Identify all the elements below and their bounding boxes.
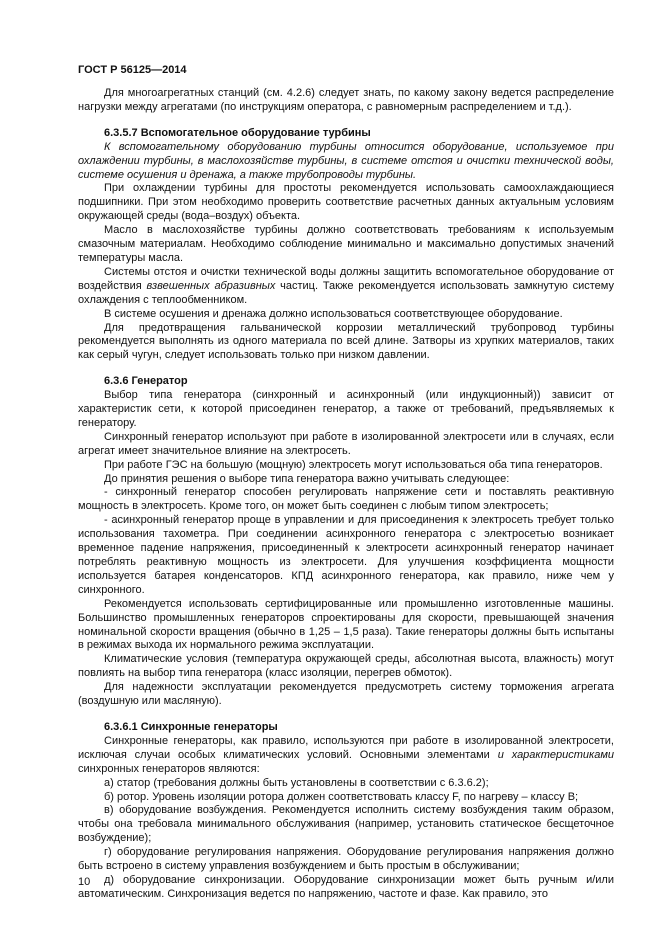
document-page	[78, 0, 614, 936]
paragraph: Рекомендуется использовать сертифицированные или промышленно изготовленные машины. Большинство промышленных генераторов спроектированы для скорости, превышающей значения номинальной скорости вращения (обычно в 1,25 – 1,5 раза). Такие генераторы должны быть испытаны в режимах выхода их нормального режима эксплуатации.	[78, 597, 614, 652]
paragraph: г) оборудование регулирования напряжения. Оборудование регулирования напряжения должно быть встроено в систему управления возбуждением и быть простым в обслуживании;	[78, 846, 614, 873]
section-gap	[78, 363, 614, 375]
section-gap	[78, 115, 614, 127]
paragraph: В системе осушения и дренажа должно использоваться соответствующее оборудование.	[104, 307, 563, 320]
text-run: и характеристиками	[497, 748, 615, 761]
paragraph	[78, 266, 614, 308]
paragraph: Для надежности эксплуатации рекомендуется предусмотреть систему торможения агрегата (воздушную или масляную).	[78, 681, 614, 708]
document-body	[78, 87, 614, 902]
paragraph: Для многоагрегатных станций (см. 4.2.6) следует знать, по какому закону ведется распределение нагрузки между агрегатами (по инструкциям оператора, с равномерным распределением и т.д.).	[78, 87, 614, 113]
paragraph: б) ротор. Уровень изоляции ротора должен соответствовать классу F, по нагреву – классу B;	[104, 790, 579, 803]
paragraph: При работе ГЭС на большую (мощную) электросеть могут использоваться оба типа генераторов.	[104, 458, 603, 471]
text-run: синхронных генераторов являются:	[78, 762, 260, 775]
section-heading: 6.3.6.1 Синхронные генераторы	[104, 720, 278, 733]
text-run: взвешенных абразивных	[146, 279, 276, 292]
text-run: Синхронные генераторы, как правило, используются при работе в изолированной электросети, исключая случаи особых климатических условий. Основными элементами	[78, 734, 614, 761]
paragraph: Масло в маслохозяйстве турбины должно соответствовать требованиям к используемым смазочным материалам. Необходимо соблюдение минимально и максимально допустимых значений температуры масла.	[78, 224, 614, 264]
paragraph: а) статор (требования должны быть установлены в соответствии с 6.3.6.2);	[104, 776, 489, 789]
paragraph: Климатические условия (температура окружающей среды, абсолютная высота, влажность) могут повлиять на выбор типа генератора (класс изоляции, перегрев обмоток).	[78, 653, 614, 680]
paragraph: Для предотвращения гальванической коррозии металлический трубопровод турбины рекомендуется выполнять из одного материала по всей длине. Затворы из хрупких материалов, таких как серый чугун, следует использовать только при низком давлении.	[78, 321, 614, 362]
text-run: Системы отстоя и очистки технической воды должны защитить вспомогательное оборудование от воздействия	[78, 265, 614, 292]
paragraph: - асинхронный генератор проще в управлении и для присоединения к электросеть требует только использования тахометра. При соединении асинхронного генератора с электросетью возникает временное падение напряжения, присоединенный к электросети асинхронный генератор начинает потреблять реактивную мощность из электросети. Для улучшения коэффициента мощности используется батарея конденсаторов. КПД асинхронного генератора, как правило, ниже чем у синхронного.	[78, 514, 614, 596]
document-header: ГОСТ Р 56125—2014	[78, 64, 187, 76]
paragraph: Выбор типа генератора (синхронный и асинхронный (или индукционный)) зависит от характеристик сети, к которой присоединен генератор, а также от требований, предъявляемых к генератору.	[78, 389, 614, 429]
section-heading: 6.3.6 Генератор	[104, 375, 188, 388]
page-number: 10	[78, 876, 91, 888]
paragraph: д) оборудование синхронизации. Оборудование синхронизации может быть ручным и/или автоматическим. Синхронизация ведется по напряжению, частоте и фазе. Как правило, это	[78, 873, 614, 900]
paragraph: К вспомогательному оборудованию турбины относится оборудование, используемое при охлаждении турбины, в маслохозяйстве турбины, в системе отстоя и очистки технической воды, системе осушения и дренажа, а также трубопроводы турбины.	[78, 140, 614, 181]
section-gap	[78, 709, 614, 721]
section-heading: 6.3.5.7 Вспомогательное оборудование турбины	[104, 126, 371, 139]
paragraph: До принятия решения о выборе типа генератора важно учитывать следующее:	[104, 472, 510, 485]
paragraph: - синхронный генератор способен регулировать напряжение сети и поставлять реактивную мощность в электросеть. Кроме того, он может быть соединен с любым типом электросеть;	[78, 486, 614, 513]
text-run: частиц. Также рекомендуется использовать замкнутую систему охлаждения с теплообменником.	[78, 279, 614, 306]
paragraph: При охлаждении турбины для простоты рекомендуется использовать самоохлаждающиеся подшипники. При этом необходимо проверить соответствие расчетных данных актуальным условиям окружающей среды (вода–воздух) объекта.	[78, 182, 614, 223]
paragraph: в) оборудование возбуждения. Рекомендуется исполнить систему возбуждения таким образом, чтобы она требовала минимального обслуживания (например, установить статическое бесщеточное возбуждение);	[78, 804, 614, 845]
paragraph	[78, 735, 614, 777]
paragraph: Синхронный генератор используют при работе в изолированной электросети или в случаях, если агрегат имеет значительное влияние на электросеть.	[78, 430, 614, 457]
